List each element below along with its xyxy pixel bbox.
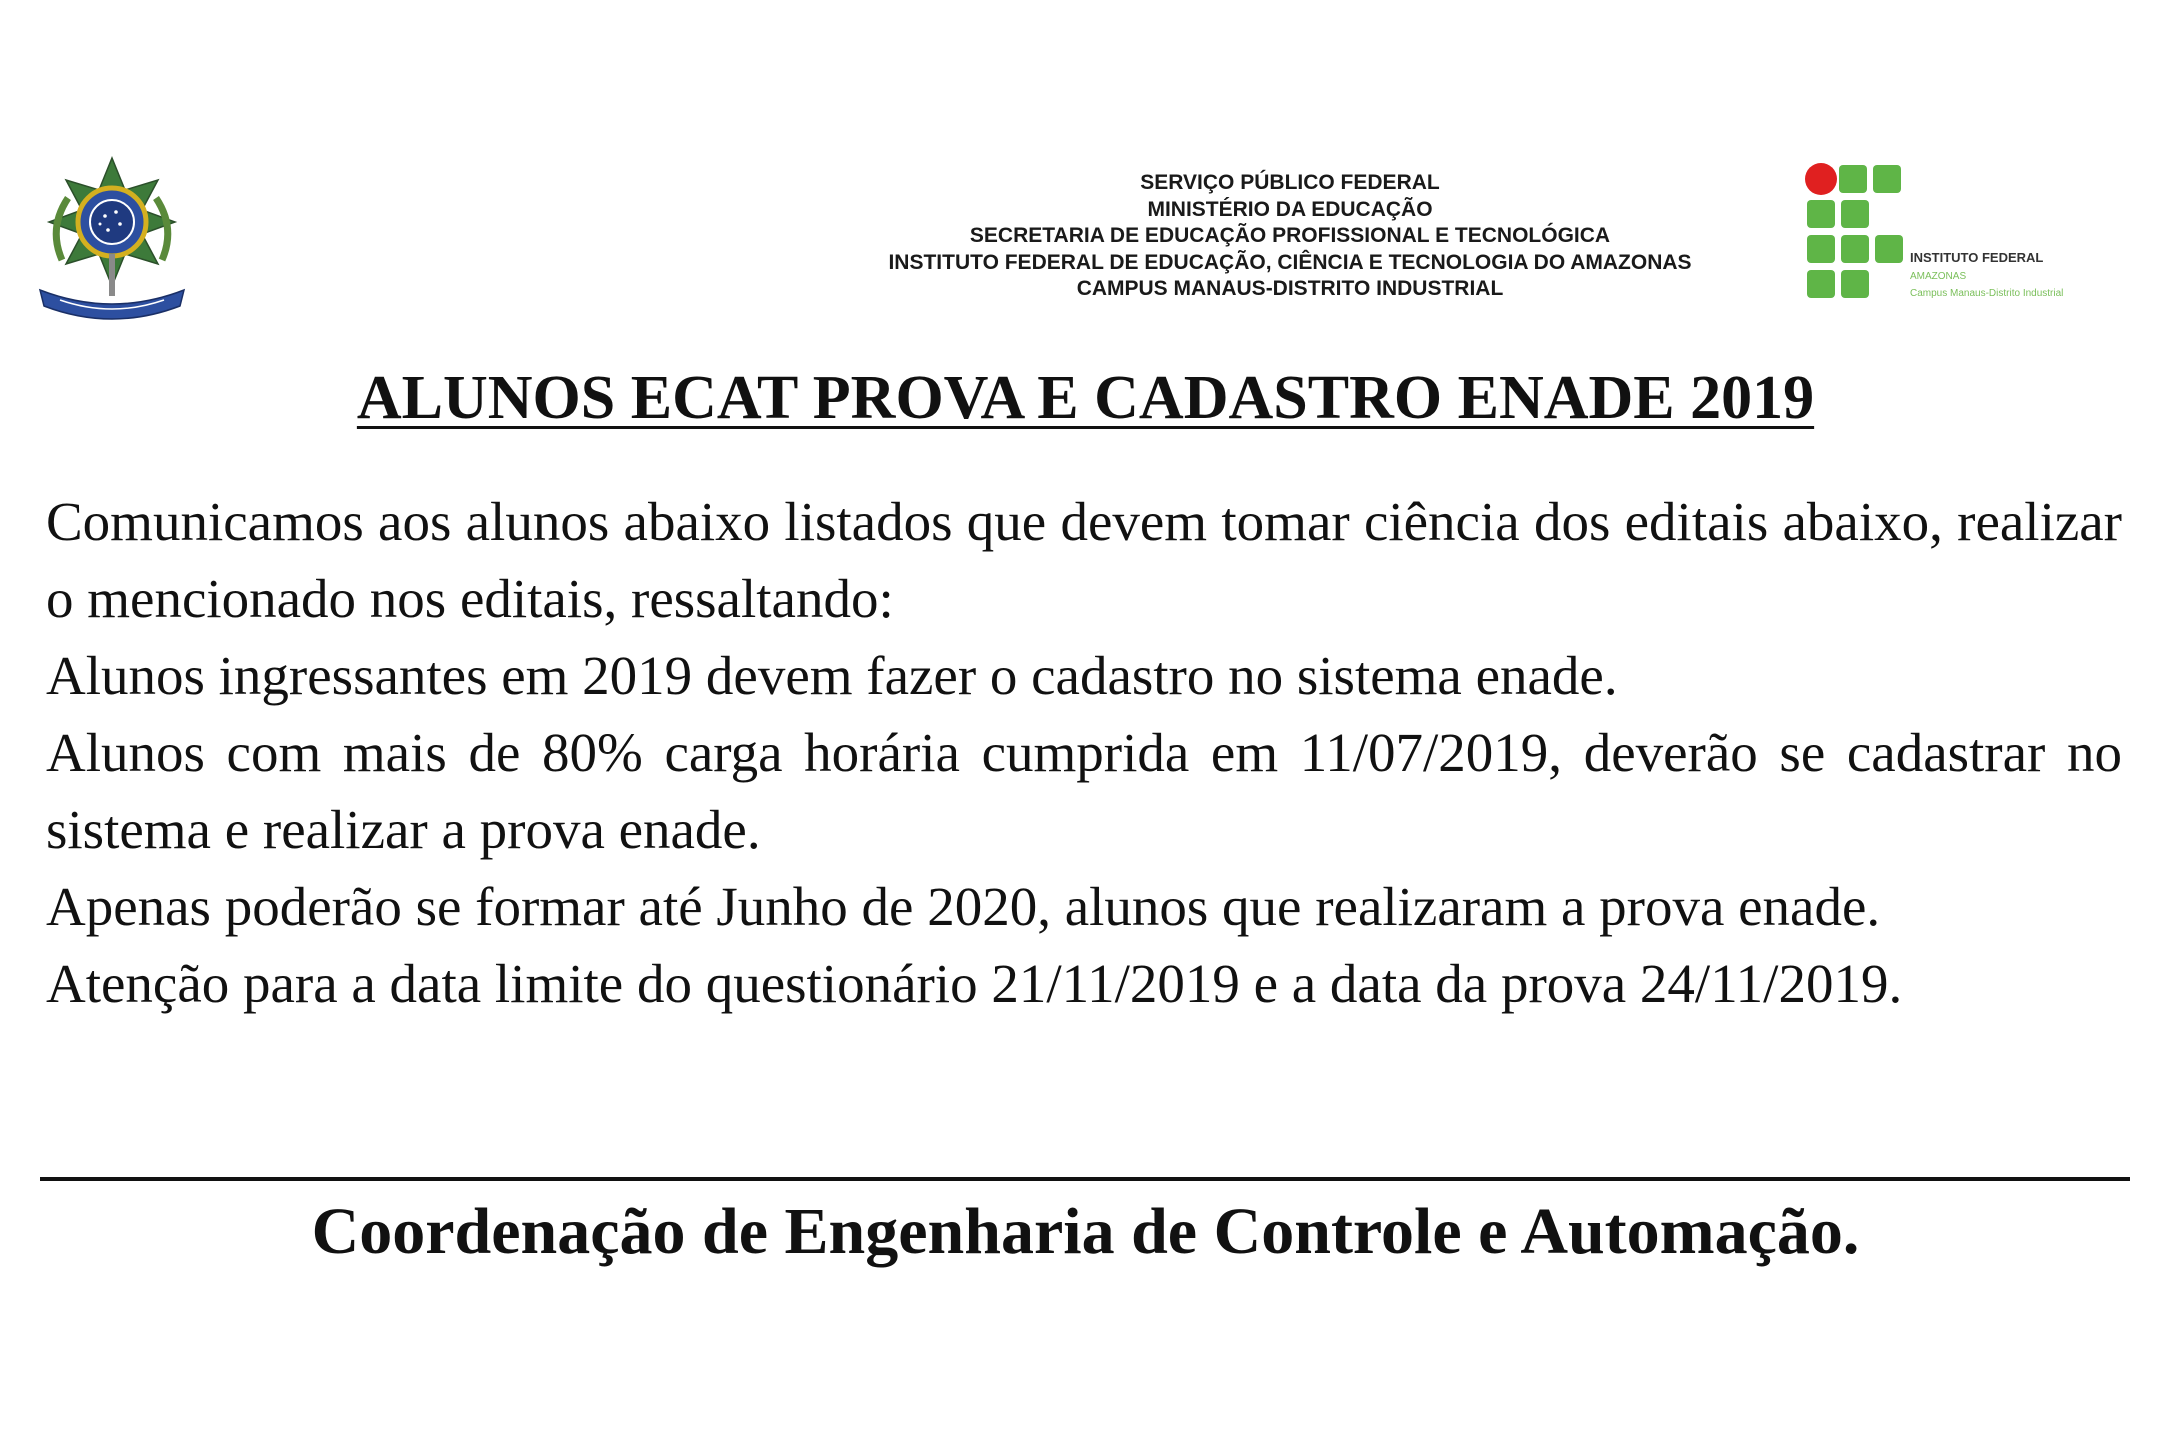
header-line: SECRETARIA DE EDUCAÇÃO PROFISSIONAL E TECNOLÓGICA [969, 224, 1611, 247]
notice-body [46, 483, 2122, 1022]
if-logo-line2: AMAZONAS [1910, 271, 1967, 282]
header-line: MINISTÉRIO DA EDUCAÇÃO [1147, 197, 1433, 221]
body-paragraph: Alunos ingressantes em 2019 devem fazer o cadastro no sistema enade. [46, 645, 1618, 706]
header-line: INSTITUTO FEDERAL DE EDUCAÇÃO, CIÊNCIA E TECNOLOGIA DO AMAZONAS [888, 250, 1692, 274]
if-logo-line3: Campus Manaus-Distrito Industrial [1910, 288, 2064, 299]
if-logo-line1: INSTITUTO FEDERAL [1910, 250, 2044, 265]
page-title: ALUNOS ECAT PROVA E CADASTRO ENADE 2019 [356, 364, 1815, 432]
header-line: CAMPUS MANAUS-DISTRITO INDUSTRIAL [1076, 277, 1504, 300]
body-paragraph: Atenção para a data limite do questionário 21/11/2019 e a data da prova 24/11/2019. [46, 953, 1903, 1014]
divider [40, 1177, 2130, 1181]
institution-header [830, 170, 1750, 303]
header-line: SERVIÇO PÚBLICO FEDERAL [1140, 171, 1440, 194]
if-logo-icon [1805, 160, 2125, 310]
signature: Coordenação de Engenharia de Controle e Automação. [311, 1195, 1860, 1268]
body-paragraph: Alunos com mais de 80% carga horária cumprida em 11/07/2019, deverão se cadastrar no sistema e realizar a prova enade. [46, 722, 2122, 860]
body-paragraph: Apenas poderão se formar até Junho de 2020, alunos que realizaram a prova enade. [46, 876, 1881, 937]
body-paragraph: Comunicamos aos alunos abaixo listados que devem tomar ciência dos editais abaixo, realizar o mencionado nos editais, ressaltando: [46, 491, 2122, 629]
brazil-coat-of-arms-icon [30, 150, 195, 325]
